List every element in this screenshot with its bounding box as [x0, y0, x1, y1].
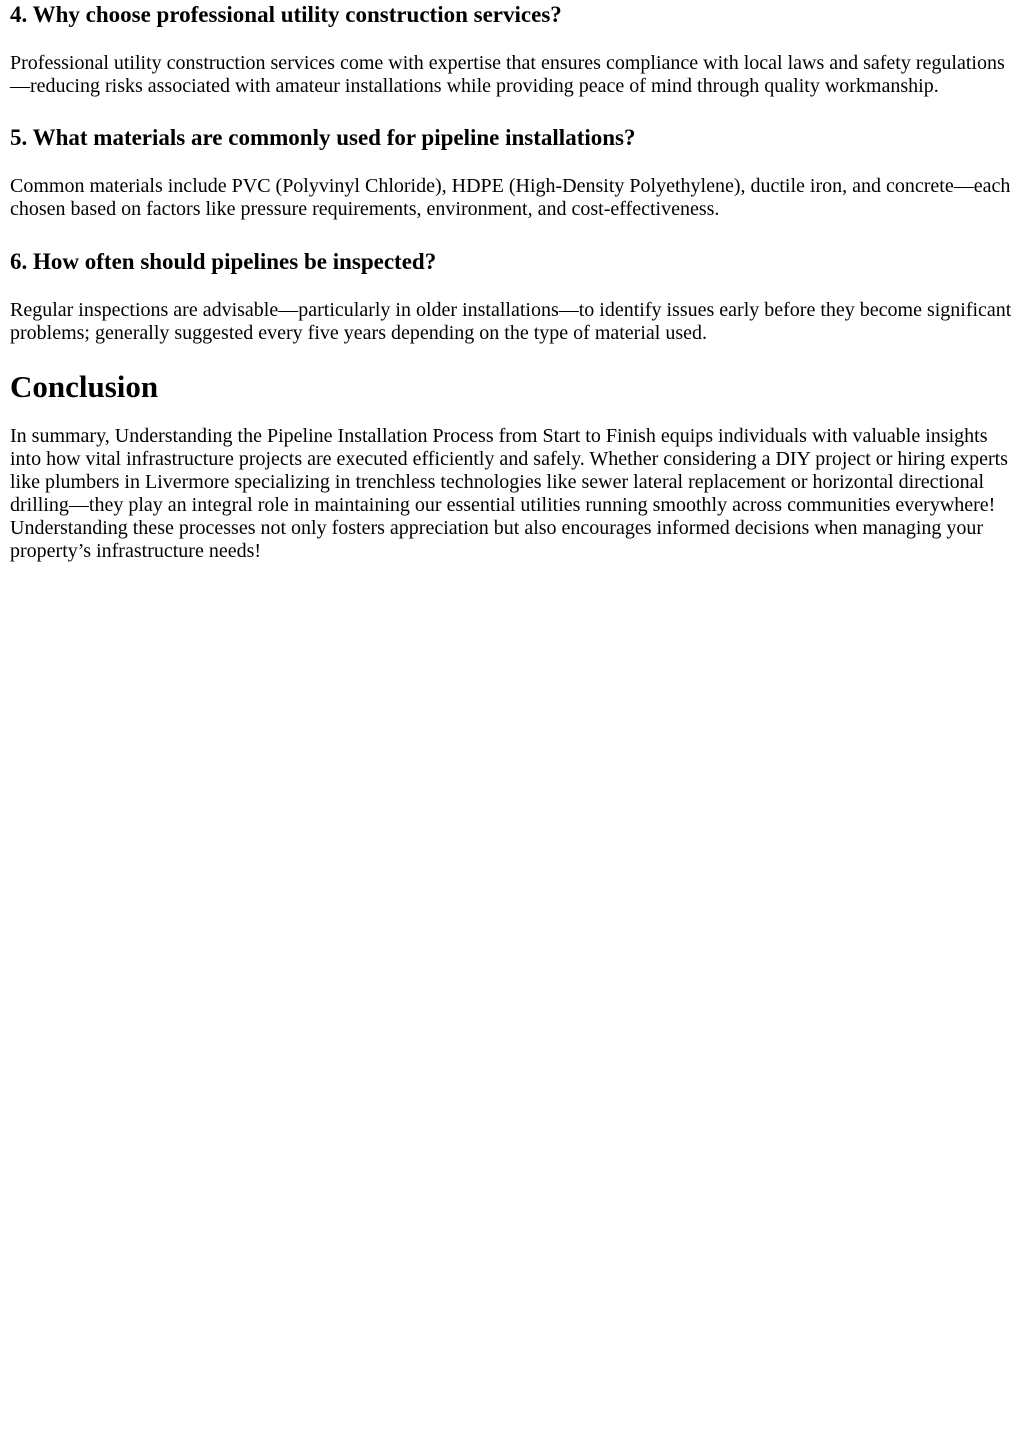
- faq-answer-5: Common materials include PVC (Polyvinyl Chloride), HDPE (High-Density Polyethylene), ductile iron, and concrete—each chosen based on factors like pressure requirements, environment, and cost-effectiveness.: [10, 175, 1011, 220]
- conclusion-paragraph: In summary, Understanding the Pipeline Installation Process from Start to Finish equips individuals with valuable insights into how vital infrastructure projects are executed efficiently and safely. Whether considering a DIY project or hiring experts like plumbers in Livermore specializing in trenchless technologies like sewer lateral replacement or horizontal directional drilling—they play an integral role in maintaining our essential utilities running smoothly across communities everywhere! Understanding these processes not only fosters appreciation but also encourages informed decisions when managing your property’s infrastructure needs!: [10, 425, 1008, 562]
- faq-question-4: 4. Why choose professional utility construction services?: [10, 2, 562, 27]
- conclusion-heading: Conclusion: [10, 369, 159, 404]
- faq-answer-6: Regular inspections are advisable—particularly in older installations—to identify issues early before they become significant problems; generally suggested every five years depending on the type of material used.: [10, 299, 1012, 344]
- article-content: [10, 0, 1014, 563]
- faq-question-5: 5. What materials are commonly used for pipeline installations?: [10, 125, 636, 150]
- faq-answer-4: Professional utility construction services come with expertise that ensures compliance with local laws and safety regulations—reducing risks associated with amateur installations while providing peace of mind through quality workmanship.: [10, 52, 1005, 97]
- faq-question-6: 6. How often should pipelines be inspected?: [10, 249, 437, 274]
